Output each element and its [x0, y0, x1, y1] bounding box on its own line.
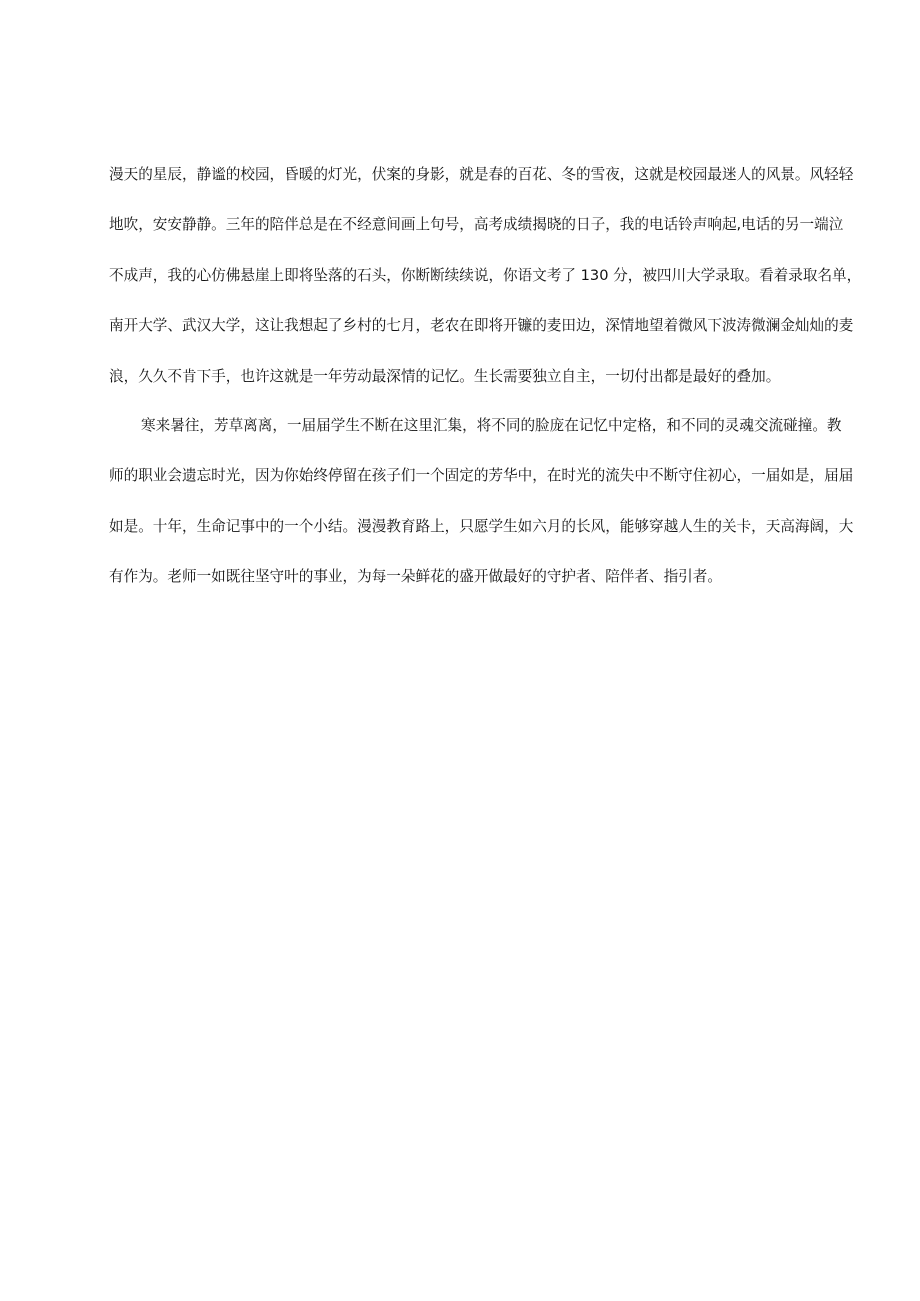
paragraph-line: 师的职业会遗忘时光，因为你始终停留在孩子们一个固定的芳华中，在时光的流失中不断守住初心，一届如是，届届	[109, 467, 854, 484]
paragraph-line: 浪，久久不肯下手，也许这就是一年劳动最深情的记忆。生长需要独立自主，一切付出都是最好的叠加。	[109, 368, 781, 385]
paragraph-line: 寒来暑往，芳草离离，一届届学生不断在这里汇集，将不同的脸庞在记忆中定格，和不同的灵魂交流碰撞。教	[141, 417, 842, 434]
paragraph-line: 有作为。老师一如既往坚守叶的事业，为每一朵鲜花的盛开做最好的守护者、陪伴者、指引者。	[109, 568, 722, 585]
paragraph-line: 不成声，我的心仿佛悬崖上即将坠落的石头，你断断续续说，你语文考了 130 分，被四川大学录取。看着录取名单，	[109, 267, 862, 284]
paragraph-line: 南开大学、武汉大学，这让我想起了乡村的七月，老农在即将开镰的麦田边，深情地望着微风下波涛微澜金灿灿的麦	[109, 317, 854, 334]
paragraph-line: 地吹，安安静静。三年的陪伴总是在不经意间画上句号，高考成绩揭晓的日子，我的电话铃声响起,电话的另一端泣	[109, 216, 844, 233]
paragraph-line: 漫天的星辰，静谧的校园，昏暖的灯光，伏案的身影，就是春的百花、冬的雪夜，这就是校园最迷人的风景。风轻轻	[109, 166, 854, 183]
paragraph-line: 如是。十年，生命记事中的一个小结。漫漫教育路上，只愿学生如六月的长风，能够穿越人生的关卡，天高海阔，大	[109, 518, 854, 535]
